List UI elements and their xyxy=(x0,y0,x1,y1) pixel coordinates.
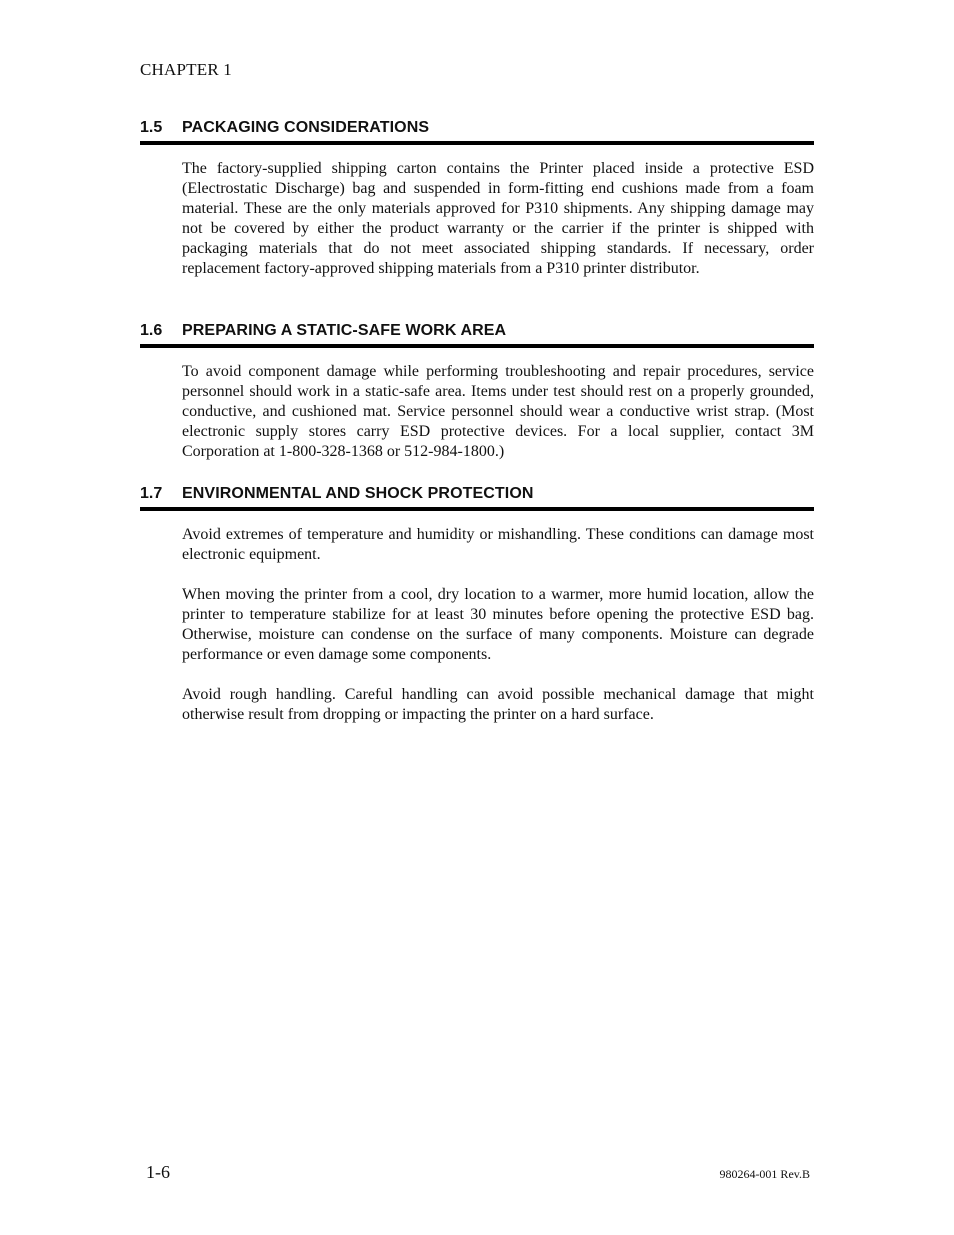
paragraph: Avoid rough handling. Careful handling can avoid possible mechanical damage that might otherwise result from dropping or impacting the printer on a hard surface. xyxy=(182,686,814,723)
section-title: ENVIRONMENTAL AND SHOCK PROTECTION xyxy=(182,485,534,502)
section-heading xyxy=(140,316,814,348)
section-heading xyxy=(140,479,814,511)
section-number: 1.7 xyxy=(140,485,163,502)
document-number: 980264-001 Rev.B xyxy=(719,1167,810,1181)
section-title: PACKAGING CONSIDERATIONS xyxy=(182,119,430,136)
paragraph: To avoid component damage while performing troubleshooting and repair procedures, service personnel should work in a static-safe area. Items under test should rest on a properly grounded, conductive, and cushioned mat. Service personnel should wear a conductive wrist strap. (Most electronic supply stores carry ESD protective devices. For a local supplier, contact 3M Corporation at 1-800-328-1368 or 512-984-1800.) xyxy=(182,363,814,460)
section-title: PREPARING A STATIC-SAFE WORK AREA xyxy=(182,322,507,339)
paragraph: Avoid extremes of temperature and humidity or mishandling. These conditions can damage most electronic equipment. xyxy=(182,526,814,563)
chapter-header: CHAPTER 1 xyxy=(140,60,233,79)
section-heading xyxy=(140,113,814,145)
section-static-safe xyxy=(140,316,814,482)
paragraph: The factory-supplied shipping carton contains the Printer placed inside a protective ESD (Electrostatic Discharge) bag and suspended in form-fitting end cushions made from a foam material. These are the only materials approved for P310 shipments. Any shipping damage may not be covered by either the product warranty or the carrier if the printer is shipped with packaging materials that do not meet associated shipping standards. If necessary, order replacement factory-approved shipping materials from a P310 printer distributor. xyxy=(182,160,814,277)
page-number: 1-6 xyxy=(146,1162,170,1182)
section-body xyxy=(182,525,814,725)
section-number: 1.6 xyxy=(140,322,163,339)
section-environmental xyxy=(140,479,814,745)
section-number: 1.5 xyxy=(140,119,163,136)
section-packaging xyxy=(140,113,814,299)
section-body xyxy=(182,159,814,279)
section-body xyxy=(182,362,814,462)
paragraph: When moving the printer from a cool, dry location to a warmer, more humid location, allow the printer to temperature stabilize for at least 30 minutes before opening the protective ESD bag. Otherwise, moisture can condense on the surface of many components. Moisture can degrade performance or even damage some components. xyxy=(182,586,814,663)
